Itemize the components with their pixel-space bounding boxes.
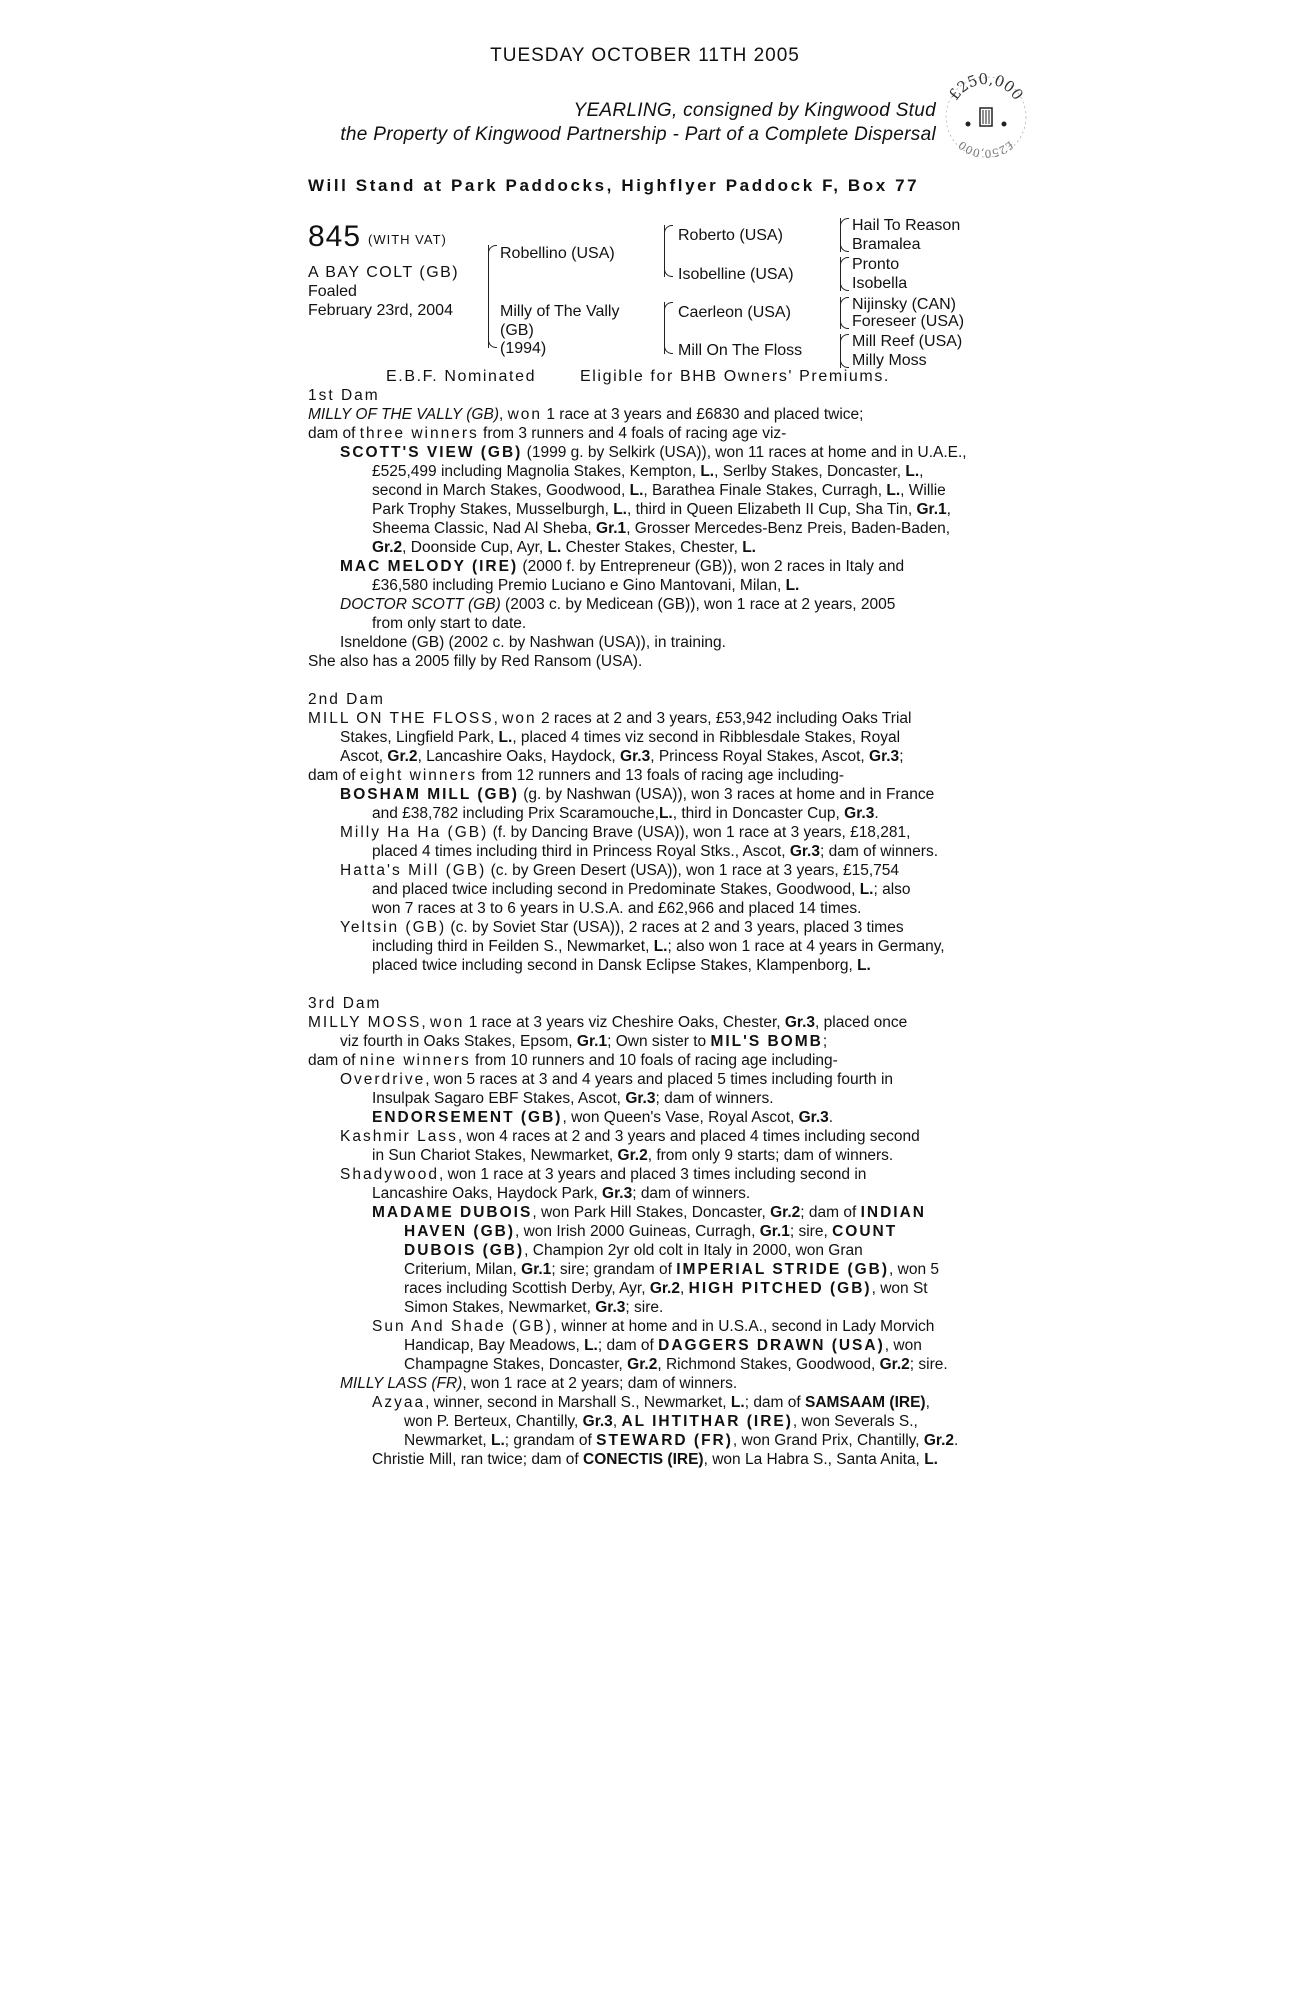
text-run: . xyxy=(828,1109,834,1126)
text-run: (g. by Nashwan (USA)), won 3 races at home and in France xyxy=(518,786,935,803)
text-run: Gr.3 xyxy=(582,1413,613,1430)
text-run: DUBOIS (GB) xyxy=(404,1242,525,1259)
text-run: (2003 c. by Medicean (GB)), won 1 race at 2 years, 2005 xyxy=(500,596,896,613)
pedigree-brace-gg3 xyxy=(840,297,841,329)
text-run: , third in Queen Elizabeth II Cup, Sha Tin, xyxy=(627,501,917,518)
stand-location: Will Stand at Park Paddocks, Highflyer Paddock F, Box 77 xyxy=(308,176,920,195)
text-run: (c. by Soviet Star (USA)), 2 races at 2 and 3 years, placed 3 times xyxy=(446,919,904,936)
text-run: Hatta's Mill (GB) xyxy=(340,862,487,879)
catalogue-line xyxy=(308,1431,1068,1450)
text-run: and £38,782 including Prix Scaramouche, xyxy=(372,805,659,822)
text-run: dam of xyxy=(308,1052,360,1069)
pedigree-grandsire-1: Roberto (USA) xyxy=(678,227,783,244)
text-run: Gr.2 xyxy=(923,1432,955,1449)
text-run: Gr.3 xyxy=(798,1109,829,1126)
text-run: , Grosser Mercedes-Benz Preis, Baden-Baden, xyxy=(626,520,951,537)
text-run: Christie Mill, ran twice; dam of xyxy=(372,1451,584,1468)
section-gap xyxy=(308,975,1068,994)
catalogue-line xyxy=(308,443,1068,462)
pedigree-brace-dam xyxy=(664,302,665,354)
text-run: Gr.3 xyxy=(602,1185,633,1202)
text-run: INDIAN xyxy=(860,1204,926,1221)
text-run: Champagne Stakes, Doncaster, xyxy=(404,1356,628,1373)
catalogue-line xyxy=(308,1317,1068,1336)
text-run: Kashmir Lass xyxy=(340,1128,458,1145)
text-run: eight winners xyxy=(359,767,478,784)
text-run: L. xyxy=(857,957,871,974)
text-run: viz fourth in Oaks Stakes, Epsom, xyxy=(340,1033,577,1050)
text-run: £36,580 including Premio Luciano e Gino Mantovani, Milan, xyxy=(372,577,786,594)
catalogue-line xyxy=(308,405,1068,424)
text-run: Sheema Classic, Nad Al Sheba, xyxy=(372,520,597,537)
text-run: ; dam of winners. xyxy=(820,843,939,860)
text-run: from 3 runners and 4 foals of racing age viz- xyxy=(478,425,787,442)
catalogue-line xyxy=(308,823,1068,842)
text-run: in Sun Chariot Stakes, Newmarket, xyxy=(372,1147,618,1164)
ebf-nominated: E.B.F. Nominated xyxy=(386,368,537,385)
text-run: . xyxy=(874,805,879,822)
catalogue-line xyxy=(308,1184,1068,1203)
text-run: dam of xyxy=(308,767,360,784)
pedigree-brace-gg1 xyxy=(840,218,841,252)
catalogue-line xyxy=(308,1298,1068,1317)
text-run: Criterium, Milan, xyxy=(404,1261,522,1278)
text-run: Gr.3 xyxy=(595,1299,626,1316)
text-run: 3rd Dam xyxy=(308,995,382,1012)
catalogue-line xyxy=(308,1374,1068,1393)
text-run: 1 race at 3 years and £6830 and placed twice; xyxy=(542,406,864,423)
text-run: ; also won 1 race at 4 years in Germany, xyxy=(667,938,945,955)
pedigree-gg-5: Nijinsky (CAN) xyxy=(852,296,956,313)
text-run: , won Severals S., xyxy=(792,1413,918,1430)
text-run: won xyxy=(507,406,543,423)
text-run: , Willie xyxy=(900,482,946,499)
text-run: L. xyxy=(859,881,874,898)
text-run: 2nd Dam xyxy=(308,691,385,708)
text-run: L. xyxy=(730,1394,745,1411)
text-run: Park Trophy Stakes, Musselburgh, xyxy=(372,501,614,518)
text-run: Simon Stakes, Newmarket, xyxy=(404,1299,596,1316)
text-run: ; xyxy=(822,1033,828,1050)
text-run: MAC MELODY (IRE) xyxy=(340,558,519,575)
text-run: (f. by Dancing Brave (USA)), won 1 race at 3 years, £18,281, xyxy=(488,824,911,841)
text-run: ; sire. xyxy=(909,1356,948,1373)
text-run: MILLY LASS (FR) xyxy=(340,1375,463,1392)
text-run: , Champion 2yr old colt in Italy in 2000, won Gran xyxy=(524,1242,863,1259)
text-run: Gr.2 xyxy=(627,1356,658,1373)
text-run: , winner, second in Marshall S., Newmarket, xyxy=(425,1394,731,1411)
text-run: , won La Habra S., Santa Anita, xyxy=(703,1451,925,1468)
pedigree-gg-8: Milly Moss xyxy=(852,352,927,369)
text-run: Insulpak Sagaro EBF Stakes, Ascot, xyxy=(372,1090,626,1107)
text-run: £525,499 including Magnolia Stakes, Kempton, xyxy=(372,463,701,480)
text-run: , won 4 races at 2 and 3 years and placed 4 times including second xyxy=(457,1128,920,1145)
catalogue-line xyxy=(308,462,1068,481)
text-run: Azyaa xyxy=(372,1394,426,1411)
text-run: L. xyxy=(924,1451,938,1468)
foaled-date: February 23rd, 2004 xyxy=(308,302,453,319)
text-run: , won 1 race at 2 years; dam of winners. xyxy=(462,1375,738,1392)
text-run: SAMSAAM (IRE) xyxy=(805,1394,926,1411)
text-run: . xyxy=(954,1432,959,1449)
text-run: Gr.2 xyxy=(372,539,403,556)
catalogue-line xyxy=(308,1355,1068,1374)
catalogue-line xyxy=(308,709,1068,728)
section-gap xyxy=(308,671,1068,690)
catalogue-line xyxy=(308,424,1068,443)
text-run: (2000 f. by Entrepreneur (GB)), won 2 races in Italy and xyxy=(518,558,905,575)
text-run: Milly Ha Ha (GB) xyxy=(340,824,489,841)
text-run: HAVEN (GB) xyxy=(404,1223,515,1240)
pedigree-grandam-2: Mill On The Floss xyxy=(678,342,803,359)
catalogue-line xyxy=(308,766,1068,785)
text-run: , from only 9 starts; dam of winners. xyxy=(647,1147,894,1164)
catalogue-line xyxy=(308,1051,1068,1070)
text-run: , xyxy=(925,1394,930,1411)
text-run: , won 5 xyxy=(889,1261,940,1278)
text-run: , won St xyxy=(871,1280,928,1297)
pedigree-gg-3: Pronto xyxy=(852,256,900,273)
text-run: ; sire; grandam of xyxy=(551,1261,677,1278)
catalogue-line xyxy=(308,861,1068,880)
text-run: , xyxy=(493,710,503,727)
pedigree-dam-2: (GB) xyxy=(500,322,534,339)
foaled-label: Foaled xyxy=(308,283,357,300)
text-run: MILLY MOSS xyxy=(308,1014,422,1031)
text-run: COUNT xyxy=(832,1223,898,1240)
text-run: Handicap, Bay Meadows, xyxy=(404,1337,585,1354)
text-run: Gr.2 xyxy=(770,1204,801,1221)
catalogue-line xyxy=(308,1146,1068,1165)
text-run: dam of xyxy=(308,425,360,442)
pedigree-dam-3: (1994) xyxy=(500,340,547,357)
price-seal-icon xyxy=(936,66,1036,166)
text-run: Sun And Shade (GB) xyxy=(372,1318,553,1335)
text-run: Gr.2 xyxy=(879,1356,910,1373)
text-run: ; sire, xyxy=(789,1223,833,1240)
text-run: , Barathea Finale Stakes, Curragh, xyxy=(643,482,887,499)
text-run: ; sire. xyxy=(625,1299,664,1316)
catalogue-line xyxy=(308,1165,1068,1184)
text-run: MIL'S BOMB xyxy=(710,1033,823,1050)
catalogue-line xyxy=(308,1222,1068,1241)
text-run: L. xyxy=(742,539,756,556)
text-run: Gr.3 xyxy=(789,843,820,860)
pedigree-gg-6: Foreseer (USA) xyxy=(852,313,965,330)
text-run: , won Irish 2000 Guineas, Curragh, xyxy=(515,1223,760,1240)
catalogue-line xyxy=(308,633,1068,652)
text-run: L. xyxy=(613,501,627,518)
text-run: won xyxy=(429,1014,465,1031)
text-run: Gr.3 xyxy=(625,1090,656,1107)
catalogue-line xyxy=(308,1241,1068,1260)
text-run: won xyxy=(502,710,537,727)
catalogue-line xyxy=(308,747,1068,766)
text-run: from 10 runners and 10 foals of racing age including- xyxy=(470,1052,838,1069)
text-run: , xyxy=(680,1280,689,1297)
text-run: , Lancashire Oaks, Haydock, xyxy=(417,748,621,765)
text-run: Lancashire Oaks, Haydock Park, xyxy=(372,1185,603,1202)
text-run: MILL ON THE FLOSS xyxy=(308,710,494,727)
text-run: , placed 4 times viz second in Ribblesdale Stakes, Royal xyxy=(512,729,901,746)
catalogue-line xyxy=(308,1108,1068,1127)
catalogue-line xyxy=(308,785,1068,804)
catalogue-line xyxy=(308,1070,1068,1089)
text-run: ; dam of winners. xyxy=(632,1185,751,1202)
text-run: AL IHTITHAR (IRE) xyxy=(621,1413,793,1430)
text-run: , xyxy=(919,463,924,480)
text-run: Yeltsin (GB) xyxy=(340,919,447,936)
text-run: , Serlby Stakes, Doncaster, xyxy=(714,463,906,480)
text-run: L. xyxy=(653,938,668,955)
text-run: nine winners xyxy=(359,1052,471,1069)
text-run: races including Scottish Derby, Ayr, xyxy=(404,1280,650,1297)
text-run: BOSHAM MILL (GB) xyxy=(340,786,519,803)
lot-number: 845 xyxy=(308,220,362,253)
text-run: Gr.3 xyxy=(844,805,875,822)
text-run: Gr.3 xyxy=(784,1014,816,1031)
text-run: , xyxy=(498,406,508,423)
text-run: DOCTOR SCOTT (GB) xyxy=(340,596,501,613)
catalogue-line xyxy=(308,481,1068,500)
catalogue-line xyxy=(308,880,1068,899)
text-run: L. xyxy=(905,463,920,480)
text-run: Gr.2 xyxy=(617,1147,648,1164)
text-run: Isneldone (GB) (2002 c. by Nashwan (USA)), in training. xyxy=(340,634,726,651)
text-run: including third in Feilden S., Newmarket, xyxy=(372,938,654,955)
text-run: Gr.1 xyxy=(521,1261,552,1278)
consignment-line-1: YEARLING, consigned by Kingwood Stud xyxy=(573,100,936,121)
catalogue-line xyxy=(308,1336,1068,1355)
text-run: placed 4 times including third in Princess Royal Stks., Ascot, xyxy=(372,843,790,860)
text-run: 1 race at 3 years viz Cheshire Oaks, Chester, xyxy=(464,1014,785,1031)
text-run: , Princess Royal Stakes, Ascot, xyxy=(650,748,870,765)
text-run: ENDORSEMENT (GB) xyxy=(372,1109,563,1126)
text-run: DAGGERS DRAWN (USA) xyxy=(658,1337,885,1354)
text-run: Gr.1 xyxy=(916,501,947,518)
catalogue-line xyxy=(308,1450,1068,1469)
text-run: IMPERIAL STRIDE (GB) xyxy=(676,1261,890,1278)
bhb-eligibility: Eligible for BHB Owners' Premiums. xyxy=(580,368,890,385)
consignment-line-2: the Property of Kingwood Partnership - Part of a Complete Dispersal xyxy=(340,124,936,145)
catalogue-line xyxy=(308,519,1068,538)
pedigree-brace-gg4 xyxy=(840,334,841,368)
text-run: L. xyxy=(700,463,715,480)
text-run: from 12 runners and 13 foals of racing age including- xyxy=(477,767,845,784)
text-run: , Doonside Cup, Ayr, xyxy=(402,539,548,556)
pedigree-brace-sire xyxy=(664,225,665,277)
text-run: , winner at home and in U.S.A., second in Lady Morvich xyxy=(552,1318,935,1335)
catalogue-line xyxy=(308,557,1068,576)
sale-date: TUESDAY OCTOBER 11TH 2005 xyxy=(490,45,800,66)
text-run: Gr.1 xyxy=(759,1223,790,1240)
pedigree-gg-4: Isobella xyxy=(852,275,908,292)
text-run: 1st Dam xyxy=(308,387,380,404)
text-run: ; Own sister to xyxy=(607,1033,711,1050)
text-run: HIGH PITCHED (GB) xyxy=(688,1280,872,1297)
text-run: Gr.1 xyxy=(576,1033,608,1050)
catalogue-line xyxy=(308,956,1068,975)
catalogue-line xyxy=(308,1013,1068,1032)
text-run: Newmarket, xyxy=(404,1432,491,1449)
catalogue-line xyxy=(308,386,1068,405)
catalogue-line xyxy=(308,1032,1068,1051)
catalogue-line xyxy=(308,1412,1068,1431)
text-run: She also has a 2005 filly by Red Ransom (USA). xyxy=(308,653,643,670)
svg-text:£250,000: £250,000 xyxy=(945,69,1027,104)
text-run: second in March Stakes, Goodwood, xyxy=(372,482,630,499)
text-run: L. xyxy=(886,482,901,499)
catalogue-line xyxy=(308,652,1068,671)
text-run: , won xyxy=(884,1337,922,1354)
text-run: Gr.1 xyxy=(596,520,627,537)
catalogue-line xyxy=(308,595,1068,614)
text-run: (1999 g. by Selkirk (USA)), won 11 races at home and in U.A.E., xyxy=(522,444,967,461)
text-run: ; also xyxy=(873,881,911,898)
text-run: MILLY OF THE VALLY (GB) xyxy=(308,406,499,423)
catalogue-line xyxy=(308,1127,1068,1146)
text-run: Gr.2 xyxy=(387,748,418,765)
text-run: Shadywood xyxy=(340,1166,440,1183)
catalogue-line xyxy=(308,842,1068,861)
text-run: Gr.2 xyxy=(649,1280,680,1297)
svg-text:£250,000: £250,000 xyxy=(955,138,1017,161)
text-run: Overdrive xyxy=(340,1071,426,1088)
catalogue-line xyxy=(308,937,1068,956)
text-run: , Richmond Stakes, Goodwood, xyxy=(657,1356,880,1373)
catalogue-line xyxy=(308,538,1068,557)
text-run: , won 1 race at 3 years and placed 3 times including second in xyxy=(439,1166,867,1183)
text-run: , won Queen's Vase, Royal Ascot, xyxy=(562,1109,799,1126)
text-run: , placed once xyxy=(815,1014,908,1031)
catalogue-line xyxy=(308,918,1068,937)
text-run: , won Park Hill Stakes, Doncaster, xyxy=(532,1204,771,1221)
lot-name: A BAY COLT (GB) xyxy=(308,264,460,281)
text-run: , third in Doncaster Cup, xyxy=(672,805,845,822)
text-run: SCOTT'S VIEW (GB) xyxy=(340,444,523,461)
text-run: , xyxy=(946,501,951,518)
text-run: won P. Berteux, Chantilly, xyxy=(404,1413,583,1430)
text-run: ; dam of xyxy=(800,1204,861,1221)
text-run: L. xyxy=(584,1337,598,1354)
lot-vat: (WITH VAT) xyxy=(368,232,447,247)
text-run: ; dam of winners. xyxy=(655,1090,774,1107)
text-run: L. xyxy=(498,729,513,746)
catalogue-line xyxy=(308,899,1068,918)
catalogue-line xyxy=(308,1260,1068,1279)
catalogue-line xyxy=(308,614,1068,633)
text-run: CONECTIS (IRE) xyxy=(583,1451,704,1468)
catalogue-line xyxy=(308,994,1068,1013)
catalogue-line xyxy=(308,804,1068,823)
text-run: from only start to date. xyxy=(372,615,527,632)
catalogue-line xyxy=(308,1393,1068,1412)
pedigree-brace-gg2 xyxy=(840,257,841,291)
text-run: MADAME DUBOIS xyxy=(372,1204,533,1221)
catalogue-line xyxy=(308,1089,1068,1108)
text-run: ; dam of xyxy=(597,1337,659,1354)
text-run: L. xyxy=(629,482,644,499)
pedigree-gg-1: Hail To Reason xyxy=(852,217,961,234)
text-run: , xyxy=(612,1413,622,1430)
catalogue-line xyxy=(308,728,1068,747)
text-run: L. xyxy=(785,577,800,594)
text-run: , xyxy=(421,1014,430,1031)
text-run: L. xyxy=(491,1432,505,1449)
text-run: Gr.3 xyxy=(869,748,900,765)
text-run: , won Grand Prix, Chantilly, xyxy=(732,1432,924,1449)
catalogue-line xyxy=(308,500,1068,519)
pedigree-grandsire-2: Caerleon (USA) xyxy=(678,304,791,321)
text-run: won 7 races at 3 to 6 years in U.S.A. and £62,966 and placed 14 times. xyxy=(372,900,862,917)
text-run: , won 5 races at 3 and 4 years and placed 5 times including fourth in xyxy=(425,1071,894,1088)
text-run: 2 races at 2 and 3 years, £53,942 including Oaks Trial xyxy=(536,710,912,727)
text-run: (c. by Green Desert (USA)), won 1 race at 3 years, £15,754 xyxy=(486,862,899,879)
pedigree-brace-parents xyxy=(488,245,489,348)
text-run: and placed twice including second in Predominate Stakes, Goodwood, xyxy=(372,881,860,898)
pedigree-dam-1: Milly of The Vally xyxy=(500,303,620,320)
text-run: L. xyxy=(658,805,673,822)
catalogue-line xyxy=(308,690,1068,709)
text-run: L. xyxy=(547,539,562,556)
text-run: three winners xyxy=(359,425,479,442)
text-run: STEWARD (FR) xyxy=(596,1432,733,1449)
catalogue-line xyxy=(308,1279,1068,1298)
pedigree-sire: Robellino (USA) xyxy=(500,245,615,262)
pedigree-grandam-1: Isobelline (USA) xyxy=(678,266,794,283)
text-run: placed twice including second in Dansk Eclipse Stakes, Klampenborg, xyxy=(372,957,858,974)
text-run: ; dam of xyxy=(744,1394,806,1411)
text-run: Chester Stakes, Chester, xyxy=(561,539,743,556)
catalogue-line xyxy=(308,576,1068,595)
text-run: Stakes, Lingfield Park, xyxy=(340,729,499,746)
pedigree-gg-2: Bramalea xyxy=(852,236,921,253)
pedigree-gg-7: Mill Reef (USA) xyxy=(852,333,963,350)
catalogue-text xyxy=(308,386,1068,1469)
text-run: Ascot, xyxy=(340,748,388,765)
text-run: ; xyxy=(899,748,904,765)
text-run: Gr.3 xyxy=(620,748,651,765)
catalogue-line xyxy=(308,1203,1068,1222)
text-run: ; grandam of xyxy=(504,1432,597,1449)
